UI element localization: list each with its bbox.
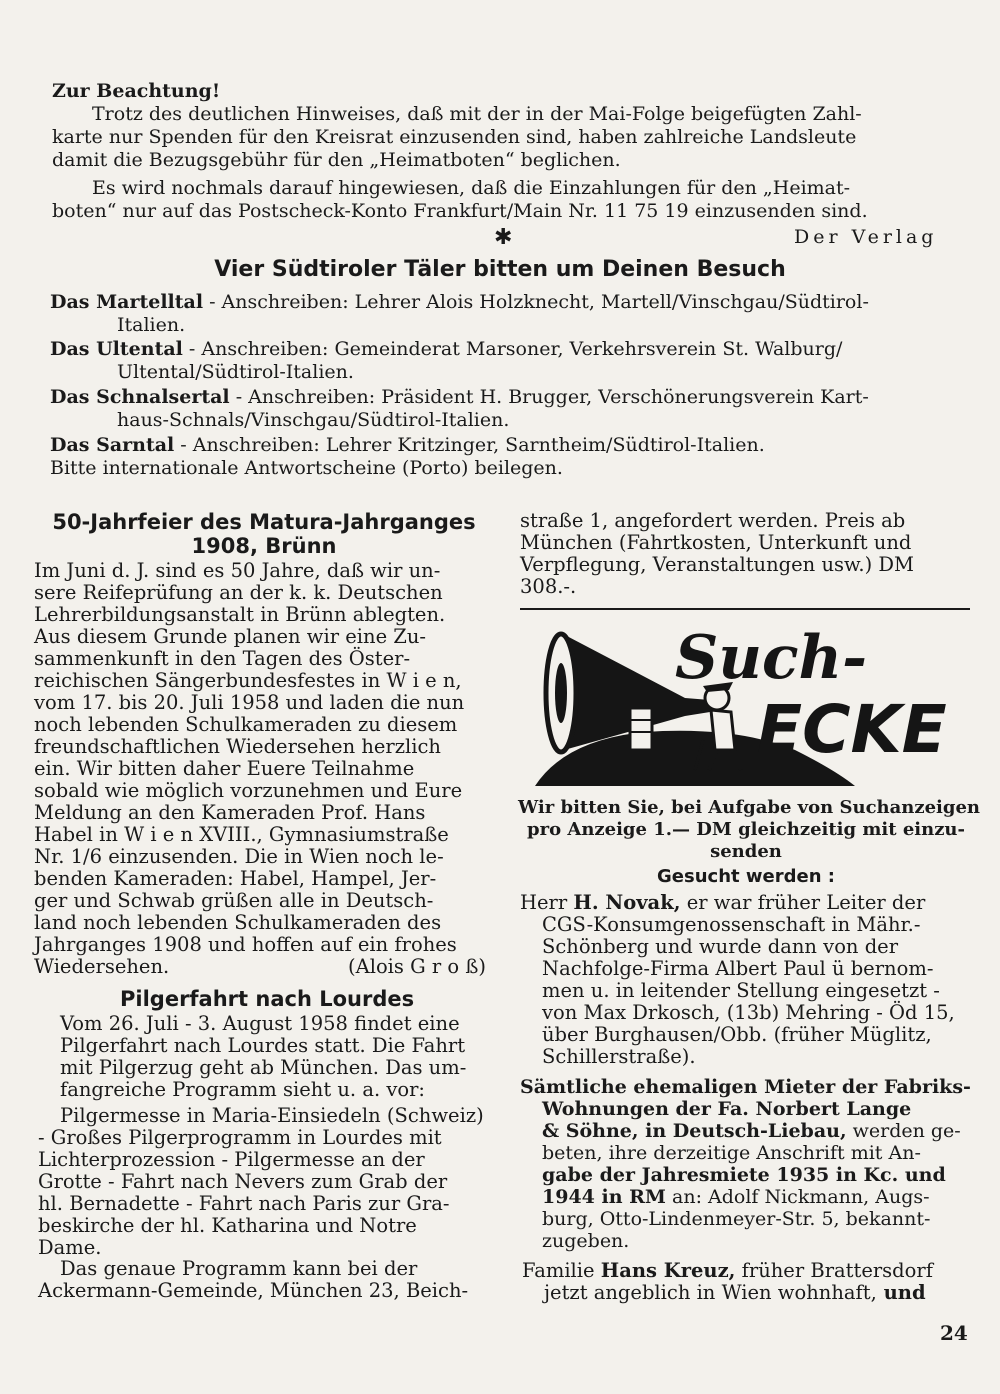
logo-such-text: Such- <box>675 623 868 693</box>
logo-ecke-text: ECKE <box>757 691 947 768</box>
valley-address: - Anschreiben: Präsident H. Brugger, Verschönerungsverein Kart- <box>229 386 869 408</box>
entry-text-bold: und <box>876 1281 926 1304</box>
lourdes-paragraph-1 <box>38 1013 490 1101</box>
valley-name: Das Ultental <box>50 338 183 360</box>
text-line: Lehrerbildungsanstalt in Brünn ablegten. <box>34 603 446 626</box>
text-line: Verpflegung, Veranstaltungen usw.) DM <box>520 553 914 576</box>
valley-name: Das Schnalsertal <box>50 386 230 408</box>
lourdes-continuation <box>520 510 970 598</box>
text-line: straße 1, angefordert werden. Preis ab <box>520 509 906 532</box>
text-line: zugeben. <box>542 1230 630 1252</box>
entry-text: er war früher Leiter der <box>680 891 926 914</box>
text-line: fangreiche Programm sieht u. a. vor: <box>60 1078 425 1101</box>
text-line: München (Fahrtkosten, Unterkunft und <box>520 531 912 554</box>
valley-entry <box>50 434 765 457</box>
person-name: H. Novak, <box>573 891 681 914</box>
heading-line: 50-Jahrfeier des Matura-Jahrganges <box>52 510 476 534</box>
valley-entry <box>50 338 842 384</box>
text-line: land noch lebenden Schulkameraden des <box>34 911 442 934</box>
entry-prefix: Familie <box>522 1259 601 1282</box>
text-line: reichischen Sängerbundesfestes in W i e n, <box>34 669 462 692</box>
notice-paragraph-2 <box>52 177 952 223</box>
text-line: beten, ihre derzeitige Anschrift mit An- <box>542 1142 921 1164</box>
notice-paragraph-1 <box>52 103 952 172</box>
text-line: - Großes Pilgerprogramm in Lourdes mit <box>38 1126 442 1149</box>
text-line: boten“ nur auf das Postscheck-Konto Frankfurt/Main Nr. 11 75 19 einzusenden sind. <box>52 200 868 222</box>
text-line: Pilgermesse in Maria-Einsiedeln (Schweiz) <box>60 1104 484 1127</box>
notice-title: Zur Beachtung! <box>52 80 221 102</box>
text-line: Meldung an den Kameraden Prof. Hans <box>34 801 426 824</box>
text-line: Aus diesem Grunde planen wir eine Zu- <box>34 625 426 648</box>
text-line: Vom 26. Juli - 3. August 1958 findet eine <box>60 1012 460 1035</box>
valley-entry <box>50 291 869 337</box>
author-signature: (Alois G r o ß) <box>348 955 486 978</box>
text-line: ger und Schwab grüßen alle in Deutsch- <box>34 889 434 912</box>
text-line: Sämtliche ehemaligen Mieter der Fabriks- <box>520 1076 971 1098</box>
page-number: 24 <box>940 1321 968 1345</box>
text-line: men u. in leitender Stellung eingesetzt - <box>542 979 940 1002</box>
heading-line: 1908, Brünn <box>191 534 337 558</box>
entry-text: werden ge- <box>846 1120 961 1142</box>
lourdes-paragraph-2 <box>38 1105 490 1259</box>
text-line: benden Kameraden: Habel, Hampel, Jer- <box>34 867 437 890</box>
text-line: Lichterprozession - Pilgermesse an der <box>38 1148 425 1171</box>
valley-entry <box>50 386 869 432</box>
text-line: ein. Wir bitten daher Euere Teilnahme <box>34 757 415 780</box>
text-line: sammenkunft in den Tagen des Öster- <box>34 647 411 670</box>
text-line: Habel in W i e n XVIII., Gymnasiumstraße <box>34 823 449 846</box>
search-entry-novak <box>520 892 972 1068</box>
text-line: hl. Bernadette - Fahrt nach Paris zur Gra- <box>38 1192 450 1215</box>
entry-text: an: Adolf Nickmann, Augs- <box>665 1186 930 1208</box>
text-line: Pilgerfahrt nach Lourdes statt. Die Fahrt <box>60 1034 466 1057</box>
text-line: Nr. 1/6 einzusenden. Die in Wien noch le- <box>34 845 444 868</box>
closing-word: Wiedersehen. <box>34 955 170 978</box>
text-line: 308.-. <box>520 575 577 598</box>
text-line: gabe der Jahresmiete 1935 in Kc. und <box>542 1164 946 1186</box>
text-line: damit die Bezugsgebühr für den „Heimatboten“ beglichen. <box>52 149 621 171</box>
column-divider <box>520 608 970 610</box>
valley-name: Das Sarntal <box>50 434 175 456</box>
text-line: Wir bitten Sie, bei Aufgabe von Suchanzeigen <box>518 797 980 818</box>
text-line: freundschaftlichen Wiedersehen herzlich <box>34 735 441 758</box>
text-line: Schönberg und wurde dann von der <box>542 935 899 958</box>
valley-address: - Anschreiben: Lehrer Alois Holzknecht, Martell/Vinschgau/Südtirol- <box>203 291 869 313</box>
company-name: & Söhne, in Deutsch-Liebau, <box>542 1120 847 1142</box>
entry-prefix: Herr <box>520 891 574 914</box>
search-entry-mieter <box>520 1076 972 1252</box>
text-line: CGS-Konsumgenossenschaft in Mähr.- <box>542 913 921 936</box>
text-line: senden <box>710 841 782 862</box>
text-line: sere Reifeprüfung an der k. k. Deutschen <box>34 581 443 604</box>
valley-address: - Anschreiben: Gemeinderat Marsoner, Verkehrsverein St. Walburg/ <box>182 338 843 360</box>
text-line: Nachfolge-Firma Albert Paul ü bernom- <box>542 957 934 980</box>
text-line: sobald wie möglich vorzunehmen und Eure <box>34 779 463 802</box>
text-line: Dame. <box>38 1236 102 1259</box>
text-line: Es wird nochmals darauf hingewiesen, daß die Einzahlungen für den „Heimat- <box>92 177 851 199</box>
valley-address-cont: Ultental/Südtirol-Italien. <box>117 361 354 383</box>
text-line: Trotz des deutlichen Hinweises, daß mit der in der Mai-Folge beigefügten Zahl- <box>92 103 862 125</box>
star-icon: ✱ <box>494 225 513 250</box>
text-line: beskirche der hl. Katharina und Notre <box>38 1214 417 1237</box>
valleys-note: Bitte internationale Antwortscheine (Porto) beilegen. <box>50 457 563 479</box>
text-line: mit Pilgerzug geht ab München. Das um- <box>60 1056 467 1079</box>
year-label: 1944 in RM <box>542 1186 666 1208</box>
text-line: Jahrganges 1908 und hoffen auf ein frohes <box>34 933 457 956</box>
text-line <box>34 956 486 978</box>
such-intro <box>518 797 980 863</box>
matura-body <box>34 560 486 978</box>
matura-heading <box>34 510 494 558</box>
text-line: burg, Otto-Lindenmeyer-Str. 5, bekannt- <box>542 1208 931 1230</box>
text-line: von Max Drkosch, (13b) Mehring - Öd 15, <box>542 1001 955 1024</box>
text-line: über Burghausen/Obb. (früher Müglitz, <box>542 1023 932 1046</box>
text-line: pro Anzeige 1.— DM gleichzeitig mit einzu- <box>527 819 965 840</box>
text-line: noch lebenden Schulkameraden zu diesem <box>34 713 458 736</box>
text-line: Ackermann-Gemeinde, München 23, Beich- <box>38 1279 469 1302</box>
valleys-heading: Vier Südtiroler Täler bitten um Deinen Besuch <box>214 257 786 282</box>
valley-name: Das Martelltal <box>50 291 204 313</box>
text-line: Wohnungen der Fa. Norbert Lange <box>542 1098 912 1120</box>
text-line: karte nur Spenden für den Kreisrat einzusenden sind, haben zahlreiche Landsleute <box>52 126 857 148</box>
valley-address: - Anschreiben: Lehrer Kritzinger, Sarntheim/Südtirol-Italien. <box>174 434 765 456</box>
valley-address-cont: haus-Schnals/Vinschgau/Südtirol-Italien. <box>117 409 510 431</box>
text-line: Grotte - Fahrt nach Nevers zum Grab der <box>38 1170 448 1193</box>
tower-icon <box>630 708 652 750</box>
entry-text: jetzt angeblich in Wien wohnhaft, <box>544 1281 877 1304</box>
text-line: Im Juni d. J. sind es 50 Jahre, daß wir un- <box>34 559 441 582</box>
lourdes-heading: Pilgerfahrt nach Lourdes <box>120 987 415 1011</box>
such-ecke-logo <box>535 620 965 786</box>
valley-address-cont: Italien. <box>117 314 186 336</box>
search-entry-kreuz <box>522 1260 974 1304</box>
text-line: Schillerstraße). <box>542 1045 696 1068</box>
publisher-signature: Der Verlag <box>794 226 938 248</box>
gesucht-heading: Gesucht werden : <box>657 866 835 887</box>
lourdes-paragraph-3 <box>38 1258 490 1302</box>
person-name: Hans Kreuz, <box>600 1259 736 1282</box>
text-line: vom 17. bis 20. Juli 1958 und laden die nun <box>34 691 465 714</box>
text-line: Das genaue Programm kann bei der <box>60 1257 418 1280</box>
entry-text: früher Brattersdorf <box>735 1259 933 1282</box>
